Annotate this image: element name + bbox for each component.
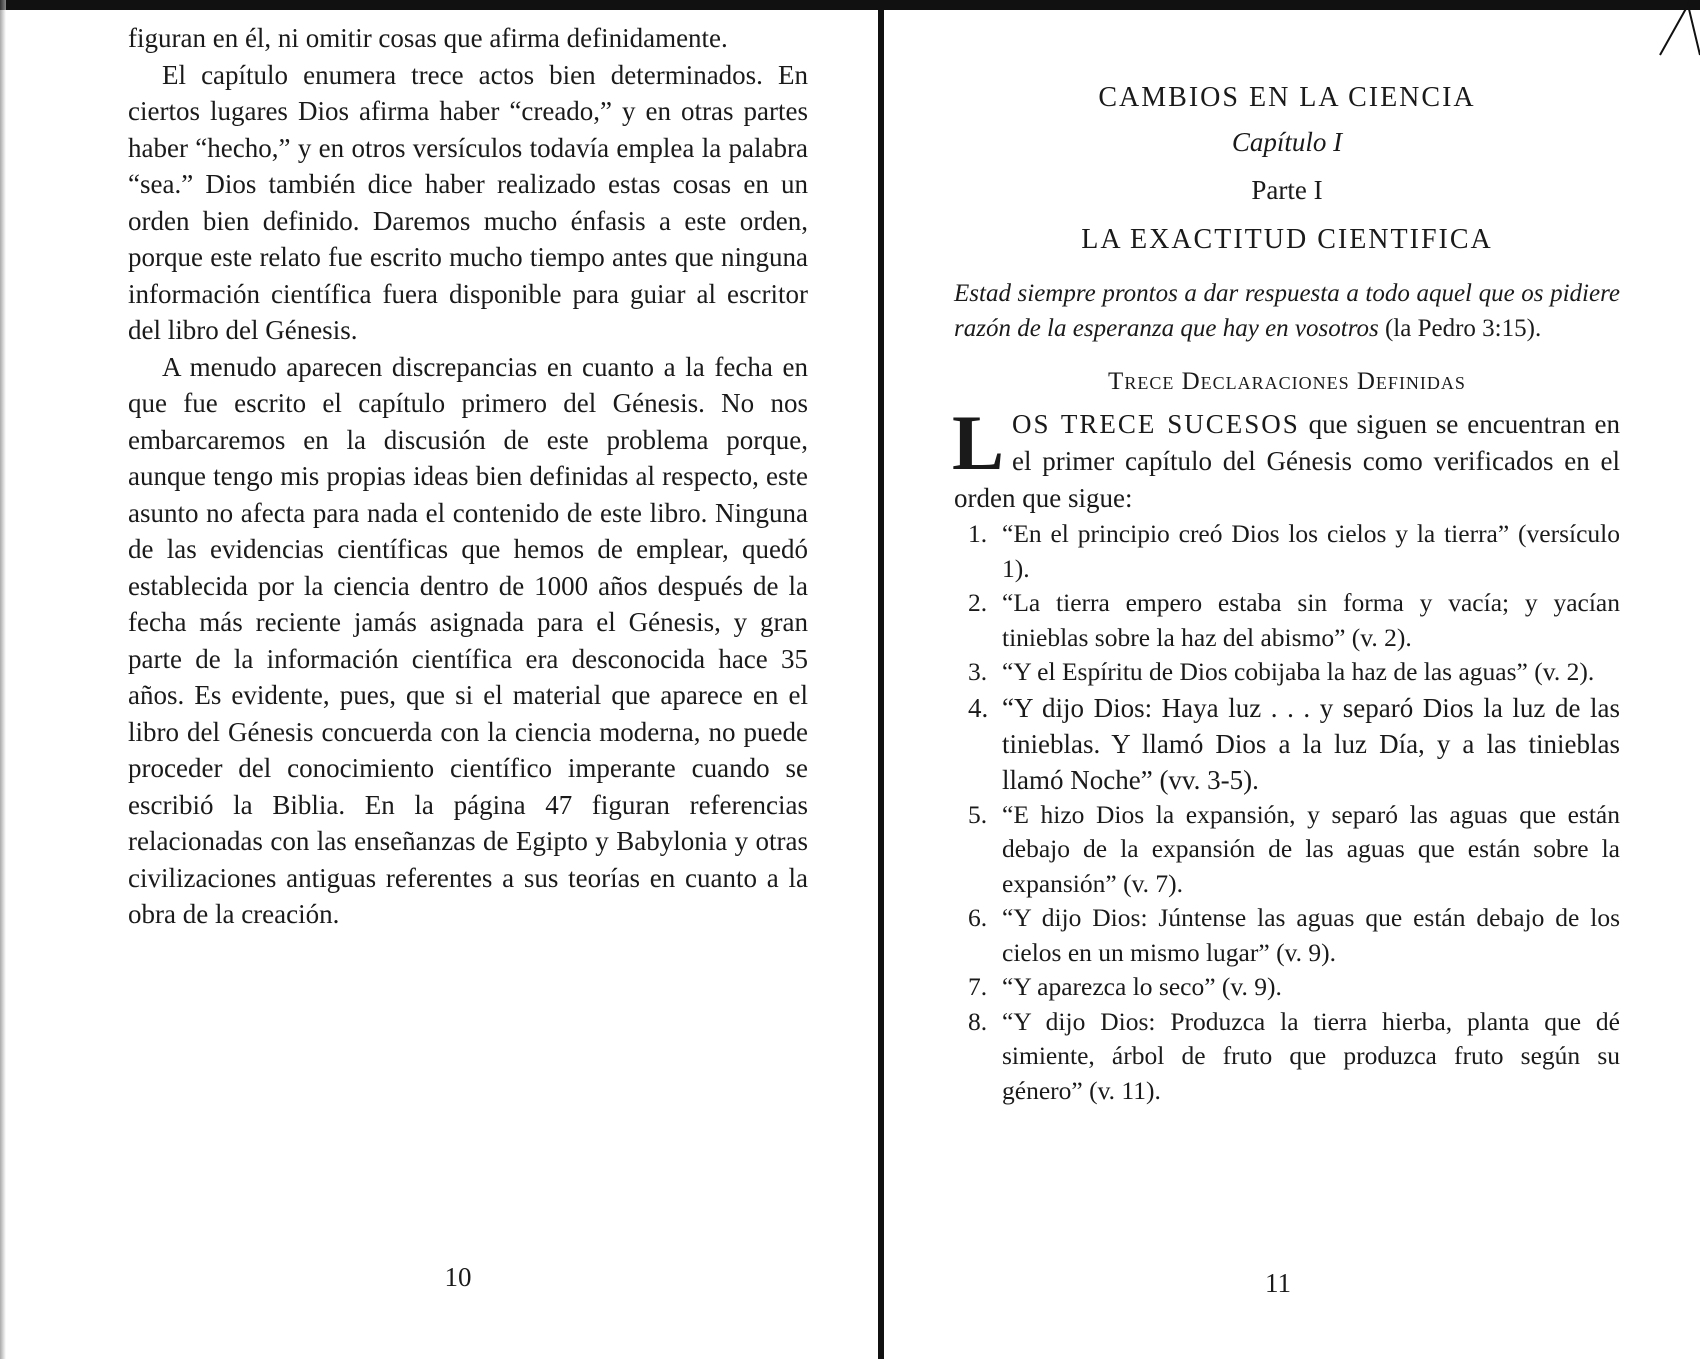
list-item (954, 798, 1620, 902)
paragraph-3: A menudo aparecen discrepancias en cuanto a la fecha en que fue escrito el capítulo primero del Génesis. No nos embarcaremos en la discusión de este problema porque, aunque tengo mis propias ideas bien definidas al respecto, este asunto no afecta para nada el contenido de este libro. Ninguna de las evidencias científicas que hemos de emplear, quedó establecida por la ciencia dentro de 1000 años después de la fecha más reciente jamás asignada para el Génesis, y gran parte de la información científica era desconocida hace 35 años. Es evidente, pues, que si el material que aparece en el libro del Génesis concuerda con la ciencia moderna, no puede proceder del conocimiento científico imperante cuando se escribió la Biblia. En la página 47 figuran referencias relacionadas con las enseñanzas de Egipto y Babylonia y otras civilizaciones antiguas referentes a sus teorías en cuanto a la obra de la creación. (128, 351, 808, 929)
scan-top-edge (0, 0, 1700, 10)
epigraph-text: Estad siempre prontos a dar respuesta a todo aquel que os pidiere razón de la esperanza que hay en vosotros (954, 280, 1620, 342)
left-page-number: 10 (444, 1262, 472, 1292)
item-number: 5. (968, 799, 988, 829)
item-text: “Y dijo Dios: Produzca la tierra hierba, planta que dé simiente, árbol de fruto que produzca fruto según su género” (v. 11). (1002, 1006, 1620, 1105)
events-list (954, 517, 1620, 1108)
item-text: “La tierra empero estaba sin forma y vacía; y yacían tinieblas sobre la haz del abismo” (v. 2). (1002, 588, 1620, 652)
item-text: “En el principio creó Dios los cielos y la tierra” (versículo 1). (1002, 519, 1620, 583)
lead-paragraph (952, 399, 1620, 517)
list-item (954, 517, 1620, 586)
drop-cap: L (952, 399, 1005, 486)
right-page-number: 11 (1265, 1268, 1291, 1298)
list-item (954, 586, 1620, 655)
item-number: 3. (968, 657, 988, 686)
part-label: Parte I (1251, 175, 1323, 205)
item-number: 8. (968, 1006, 988, 1036)
chapter-label: Capítulo I (1231, 127, 1343, 157)
epigraph (954, 276, 1620, 346)
epigraph-reference: (la Pedro 3:15). (1384, 315, 1542, 342)
item-text: “Y el Espíritu de Dios cobijaba la haz de las aguas” (v. 2). (1002, 657, 1595, 686)
list-item (954, 970, 1620, 1005)
item-number: 2. (968, 588, 988, 617)
item-number: 7. (968, 972, 988, 1001)
item-number: 6. (968, 903, 988, 932)
list-item (954, 655, 1620, 690)
item-text: “Y dijo Dios: Júntense las aguas que están debajo de los cielos en un mismo lugar” (v. 9). (1002, 903, 1620, 967)
section-title: LA EXACTITUD CIENTIFICA (1081, 224, 1493, 255)
book-spine (878, 0, 884, 1359)
section-heading: Trece Declaraciones Definidas (1108, 368, 1466, 395)
page-corner-mark (1630, 0, 1700, 70)
left-page (128, 20, 808, 933)
scan-left-edge (0, 0, 6, 1359)
item-number: 1. (968, 519, 988, 548)
list-item (954, 901, 1620, 970)
lead-caps: OS TRECE SUCESOS (1012, 409, 1300, 439)
lead-text: que siguen se encuentran en el primer capítulo del Génesis como verificados en el orden que sigue: (954, 409, 1620, 513)
item-text: “Y dijo Dios: Haya luz . . . y separó Dios la luz de las tinieblas. Y llamó Dios a la luz Día, y a las tinieblas llamó Noche” (vv. 3-5). (1002, 692, 1620, 795)
list-item (954, 1005, 1620, 1109)
item-text: “Y aparezca lo seco” (v. 9). (1002, 972, 1282, 1001)
paragraph-1: figuran en él, ni omitir cosas que afirma definidamente. (128, 23, 728, 53)
list-item (954, 690, 1620, 798)
chapter-heading: CAMBIOS EN LA CIENCIA (1098, 82, 1476, 113)
item-text: “E hizo Dios la expansión, y separó las aguas que están debajo de la expansión de las aguas que están sobre la expansión” (v. 7). (1002, 799, 1620, 898)
item-number: 4. (968, 692, 989, 723)
paragraph-2: El capítulo enumera trece actos bien determinados. En ciertos lugares Dios afirma haber “creado,” y en otras partes haber “hecho,” y en otros versículos todavía emplea la palabra “sea.” Dios también dice haber realizado estas cosas en un orden bien definido. Daremos mucho énfasis a este orden, porque este relato fue escrito mucho tiempo antes que ninguna información científica fuera disponible para guiar al escritor del libro del Génesis. (128, 59, 808, 345)
right-page (954, 80, 1620, 1108)
